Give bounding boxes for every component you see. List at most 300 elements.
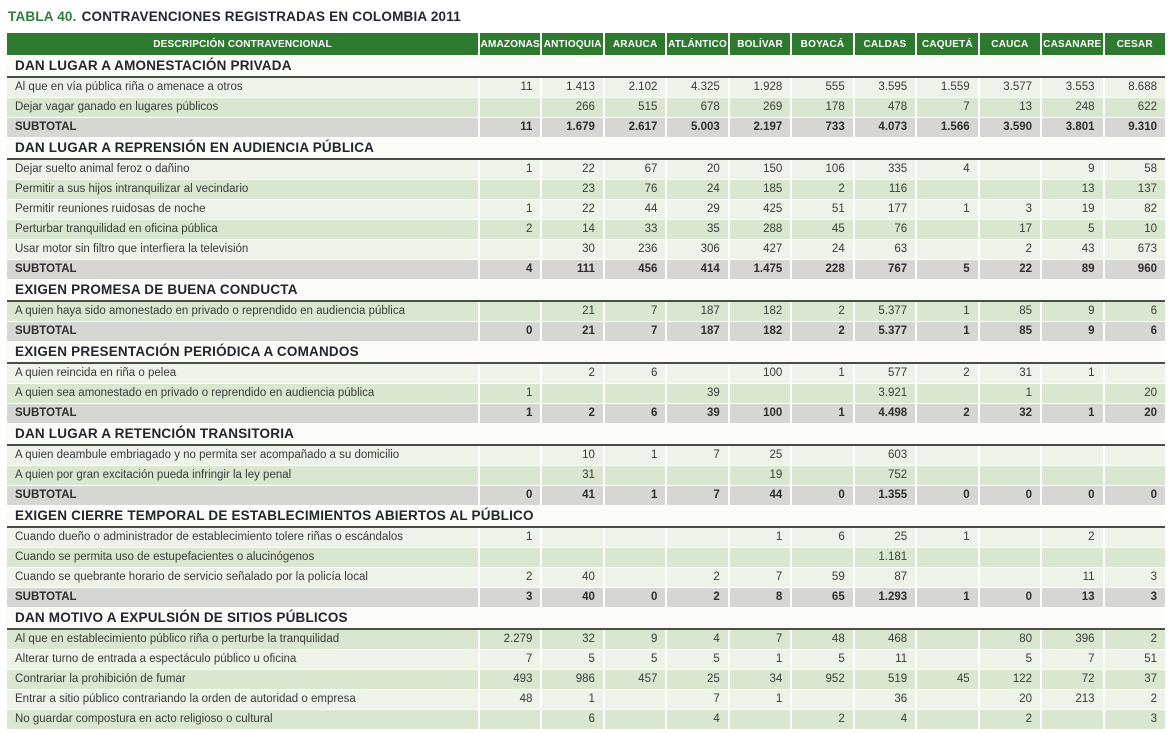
row-value: 177 <box>855 200 917 220</box>
row-value: 3.577 <box>980 78 1042 98</box>
subtotal-row <box>7 118 1165 138</box>
subtotal-value: 40 <box>542 588 604 608</box>
subtotal-value: 5.377 <box>855 322 917 342</box>
subtotal-row <box>7 260 1165 280</box>
subtotal-value: 21 <box>542 322 604 342</box>
subtotal-label: SUBTOTAL <box>7 486 480 506</box>
row-value: 3.595 <box>855 78 917 98</box>
row-value: 82 <box>1105 200 1165 220</box>
row-value: 63 <box>855 240 917 260</box>
row-value: 6 <box>605 364 667 384</box>
row-value <box>480 180 542 200</box>
row-value: 248 <box>1042 98 1104 118</box>
row-value: 150 <box>730 160 792 180</box>
row-value: 1.413 <box>542 78 604 98</box>
row-value: 5.377 <box>855 302 917 322</box>
row-value: 577 <box>855 364 917 384</box>
subtotal-label: SUBTOTAL <box>7 118 480 138</box>
table-title: CONTRAVENCIONES REGISTRADAS EN COLOMBIA 2011 <box>81 9 461 24</box>
row-value: 67 <box>605 160 667 180</box>
section-title: EXIGEN PROMESA DE BUENA CONDUCTA <box>7 280 1165 302</box>
row-value <box>480 466 542 486</box>
table-row <box>7 384 1165 404</box>
subtotal-value: 733 <box>792 118 854 138</box>
row-value <box>480 240 542 260</box>
row-value: 11 <box>1042 568 1104 588</box>
row-value: 8.688 <box>1105 78 1165 98</box>
row-value: 59 <box>792 568 854 588</box>
row-description: Usar motor sin filtro que interfiera la televisión <box>7 240 480 260</box>
row-value: 515 <box>605 98 667 118</box>
subtotal-value: 1 <box>605 486 667 506</box>
subtotal-value: 7 <box>667 486 729 506</box>
row-value: 2 <box>480 220 542 240</box>
row-description: Al que en vía pública riña o amenace a otros <box>7 78 480 98</box>
row-description: Cuando se quebrante horario de servicio señalado por la policía local <box>7 568 480 588</box>
row-value <box>792 548 854 568</box>
row-value: 4 <box>917 160 979 180</box>
row-value <box>480 302 542 322</box>
table-row <box>7 690 1165 710</box>
row-value: 1 <box>917 200 979 220</box>
row-value: 457 <box>605 670 667 690</box>
row-value: 72 <box>1042 670 1104 690</box>
subtotal-value: 6 <box>1105 322 1165 342</box>
row-value: 1 <box>480 160 542 180</box>
section-title: DAN LUGAR A REPRENSIÓN EN AUDIENCIA PÚBLICA <box>7 138 1165 160</box>
table-row <box>7 548 1165 568</box>
table-row <box>7 446 1165 466</box>
row-value <box>1042 466 1104 486</box>
row-value: 3.921 <box>855 384 917 404</box>
subtotal-value: 13 <box>1042 588 1104 608</box>
row-value: 1 <box>480 528 542 548</box>
row-value: 555 <box>792 78 854 98</box>
row-value <box>480 446 542 466</box>
table-row <box>7 180 1165 200</box>
row-value: 4.325 <box>667 78 729 98</box>
row-value: 1.928 <box>730 78 792 98</box>
subtotal-value: 456 <box>605 260 667 280</box>
row-value: 11 <box>855 650 917 670</box>
row-value: 106 <box>792 160 854 180</box>
column-header-cauca: CAUCA <box>980 33 1042 56</box>
subtotal-value: 1 <box>917 588 979 608</box>
row-value: 1 <box>917 528 979 548</box>
row-value: 7 <box>730 630 792 650</box>
subtotal-value: 187 <box>667 322 729 342</box>
row-value: 43 <box>1042 240 1104 260</box>
subtotal-value: 100 <box>730 404 792 424</box>
row-description: Permitir a sus hijos intranquilizar al vecindario <box>7 180 480 200</box>
row-value: 3 <box>1105 568 1165 588</box>
row-value: 30 <box>542 240 604 260</box>
row-value: 51 <box>792 200 854 220</box>
subtotal-value: 5 <box>917 260 979 280</box>
row-value: 425 <box>730 200 792 220</box>
row-value <box>667 364 729 384</box>
row-value <box>792 466 854 486</box>
section-header-row <box>7 608 1165 630</box>
row-value: 2.102 <box>605 78 667 98</box>
row-value <box>980 548 1042 568</box>
subtotal-value: 11 <box>480 118 542 138</box>
row-description: Permitir reuniones ruidosas de noche <box>7 200 480 220</box>
row-value: 36 <box>855 690 917 710</box>
section-title: EXIGEN CIERRE TEMPORAL DE ESTABLECIMIENTOS ABIERTOS AL PÚBLICO <box>7 506 1165 528</box>
row-value <box>917 568 979 588</box>
row-value: 1 <box>792 364 854 384</box>
row-value: 13 <box>1042 180 1104 200</box>
row-description: A quien haya sido amonestado en privado o reprendido en audiencia pública <box>7 302 480 322</box>
subtotal-value: 1.566 <box>917 118 979 138</box>
row-value: 2 <box>1105 630 1165 650</box>
section-title: DAN LUGAR A AMONESTACIÓN PRIVADA <box>7 56 1165 78</box>
row-value: 427 <box>730 240 792 260</box>
row-value <box>917 220 979 240</box>
subtotal-row <box>7 322 1165 342</box>
row-value: 7 <box>605 302 667 322</box>
row-value: 37 <box>1105 670 1165 690</box>
row-value: 2 <box>792 710 854 730</box>
row-value: 1 <box>542 690 604 710</box>
subtotal-value: 2 <box>667 588 729 608</box>
subtotal-value: 0 <box>480 486 542 506</box>
column-header-atlántico: ATLÁNTICO <box>667 33 729 56</box>
subtotal-value: 0 <box>980 588 1042 608</box>
subtotal-value: 8 <box>730 588 792 608</box>
row-value: 288 <box>730 220 792 240</box>
subtotal-value: 2 <box>542 404 604 424</box>
row-value: 32 <box>542 630 604 650</box>
row-value: 24 <box>792 240 854 260</box>
row-value: 2 <box>542 364 604 384</box>
row-value <box>542 528 604 548</box>
row-value <box>542 384 604 404</box>
column-header-cesar: CESAR <box>1105 33 1165 56</box>
row-value: 182 <box>730 302 792 322</box>
row-value: 80 <box>980 630 1042 650</box>
row-value: 2 <box>980 710 1042 730</box>
row-value: 1.559 <box>917 78 979 98</box>
row-value: 752 <box>855 466 917 486</box>
subtotal-value: 3.801 <box>1042 118 1104 138</box>
row-value: 29 <box>667 200 729 220</box>
page-title <box>8 9 1165 24</box>
table-row <box>7 670 1165 690</box>
row-description: Dejar vagar ganado en lugares públicos <box>7 98 480 118</box>
row-value: 85 <box>980 302 1042 322</box>
subtotal-value: 7 <box>605 322 667 342</box>
table-number: TABLA 40. <box>8 9 77 24</box>
row-value: 2.279 <box>480 630 542 650</box>
row-value <box>980 446 1042 466</box>
row-value: 31 <box>980 364 1042 384</box>
row-value <box>605 466 667 486</box>
subtotal-row <box>7 588 1165 608</box>
row-value: 23 <box>542 180 604 200</box>
row-value: 87 <box>855 568 917 588</box>
row-description: A quien sea amonestado en privado o reprendido en audiencia pública <box>7 384 480 404</box>
row-value: 10 <box>542 446 604 466</box>
row-value: 7 <box>1042 650 1104 670</box>
row-value <box>480 548 542 568</box>
row-value: 603 <box>855 446 917 466</box>
row-value: 1 <box>980 384 1042 404</box>
row-value: 58 <box>1105 160 1165 180</box>
subtotal-value: 1 <box>917 322 979 342</box>
column-header-amazonas: AMAZONAS <box>480 33 542 56</box>
row-value: 6 <box>1105 302 1165 322</box>
row-value: 1 <box>480 200 542 220</box>
table-row <box>7 364 1165 384</box>
row-value <box>605 568 667 588</box>
subtotal-value: 9.310 <box>1105 118 1165 138</box>
table-row <box>7 200 1165 220</box>
subtotal-value: 1 <box>792 404 854 424</box>
row-value: 13 <box>980 98 1042 118</box>
table-row <box>7 650 1165 670</box>
subtotal-value: 4.498 <box>855 404 917 424</box>
subtotal-value: 111 <box>542 260 604 280</box>
table-row <box>7 528 1165 548</box>
section-title: DAN MOTIVO A EXPULSIÓN DE SITIOS PÚBLICOS <box>7 608 1165 630</box>
row-value: 51 <box>1105 650 1165 670</box>
row-value: 76 <box>605 180 667 200</box>
subtotal-value: 20 <box>1105 404 1165 424</box>
subtotal-value: 2.197 <box>730 118 792 138</box>
row-value: 5 <box>980 650 1042 670</box>
row-value: 20 <box>1105 384 1165 404</box>
row-value: 7 <box>667 690 729 710</box>
row-value: 76 <box>855 220 917 240</box>
table-row <box>7 568 1165 588</box>
subtotal-value: 0 <box>980 486 1042 506</box>
row-value <box>1042 710 1104 730</box>
row-value: 4 <box>855 710 917 730</box>
row-value: 2 <box>917 364 979 384</box>
row-value: 468 <box>855 630 917 650</box>
section-title: DAN LUGAR A RETENCIÓN TRANSITORIA <box>7 424 1165 446</box>
row-value: 22 <box>542 160 604 180</box>
row-value: 493 <box>480 670 542 690</box>
subtotal-value: 5.003 <box>667 118 729 138</box>
subtotal-value: 9 <box>1042 322 1104 342</box>
row-value: 35 <box>667 220 729 240</box>
row-value <box>605 710 667 730</box>
row-value: 14 <box>542 220 604 240</box>
subtotal-label: SUBTOTAL <box>7 322 480 342</box>
row-value: 17 <box>980 220 1042 240</box>
column-header-boyacá: BOYACÁ <box>792 33 854 56</box>
row-value <box>667 466 729 486</box>
table-row <box>7 78 1165 98</box>
row-value: 25 <box>667 670 729 690</box>
row-value: 5 <box>792 650 854 670</box>
row-value <box>730 710 792 730</box>
row-value <box>1105 446 1165 466</box>
table-row <box>7 98 1165 118</box>
row-value: 986 <box>542 670 604 690</box>
row-value: 2 <box>792 180 854 200</box>
table-row <box>7 630 1165 650</box>
subtotal-value: 3 <box>1105 588 1165 608</box>
subtotal-label: SUBTOTAL <box>7 404 480 424</box>
subtotal-value: 1.293 <box>855 588 917 608</box>
column-header-casanare: CASANARE <box>1042 33 1104 56</box>
row-value: 3 <box>1105 710 1165 730</box>
row-value: 5 <box>1042 220 1104 240</box>
row-value: 22 <box>542 200 604 220</box>
subtotal-value: 0 <box>480 322 542 342</box>
subtotal-value: 6 <box>605 404 667 424</box>
row-value: 1 <box>730 650 792 670</box>
row-value: 25 <box>730 446 792 466</box>
row-value <box>1105 548 1165 568</box>
subtotal-value: 1.355 <box>855 486 917 506</box>
row-description: Perturbar tranquilidad en oficina pública <box>7 220 480 240</box>
row-value: 122 <box>980 670 1042 690</box>
row-value: 678 <box>667 98 729 118</box>
row-value: 19 <box>730 466 792 486</box>
section-header-row <box>7 138 1165 160</box>
row-value <box>1105 364 1165 384</box>
column-header-arauca: ARAUCA <box>605 33 667 56</box>
section-header-row <box>7 280 1165 302</box>
column-header-bolívar: BOLÍVAR <box>730 33 792 56</box>
row-value <box>792 446 854 466</box>
subtotal-value: 414 <box>667 260 729 280</box>
row-description: No guardar compostura en acto religioso o cultural <box>7 710 480 730</box>
row-value: 5 <box>605 650 667 670</box>
row-value: 6 <box>792 528 854 548</box>
row-value <box>980 528 1042 548</box>
subtotal-label: SUBTOTAL <box>7 260 480 280</box>
row-value <box>542 548 604 568</box>
column-header-description: DESCRIPCIÓN CONTRAVENCIONAL <box>7 33 480 56</box>
row-value <box>917 466 979 486</box>
row-value: 952 <box>792 670 854 690</box>
subtotal-value: 1.679 <box>542 118 604 138</box>
section-title: EXIGEN PRESENTACIÓN PERIÓDICA A COMANDOS <box>7 342 1165 364</box>
section-header-row <box>7 424 1165 446</box>
subtotal-value: 228 <box>792 260 854 280</box>
row-value <box>980 180 1042 200</box>
row-value: 1.181 <box>855 548 917 568</box>
subtotal-value: 89 <box>1042 260 1104 280</box>
row-value: 10 <box>1105 220 1165 240</box>
subtotal-value: 1 <box>480 404 542 424</box>
row-value: 1 <box>480 384 542 404</box>
subtotal-value: 0 <box>792 486 854 506</box>
section-header-row <box>7 506 1165 528</box>
row-value <box>480 710 542 730</box>
row-description: A quien por gran excitación pueda infringir la ley penal <box>7 466 480 486</box>
row-value <box>980 568 1042 588</box>
row-value: 45 <box>792 220 854 240</box>
row-value: 4 <box>667 710 729 730</box>
row-description: A quien deambule embriagado y no permita ser acompañado a su domicilio <box>7 446 480 466</box>
row-value: 5 <box>667 650 729 670</box>
row-value <box>605 384 667 404</box>
row-value <box>480 98 542 118</box>
row-value: 48 <box>792 630 854 650</box>
row-value: 3 <box>980 200 1042 220</box>
subtotal-row <box>7 404 1165 424</box>
row-value <box>917 446 979 466</box>
row-description: Cuando dueño o administrador de establecimiento tolere riñas o escándalos <box>7 528 480 548</box>
row-value <box>730 548 792 568</box>
subtotal-value: 0 <box>917 486 979 506</box>
subtotal-value: 1 <box>1042 404 1104 424</box>
subtotal-value: 960 <box>1105 260 1165 280</box>
row-value: 19 <box>1042 200 1104 220</box>
row-value: 269 <box>730 98 792 118</box>
row-value: 20 <box>980 690 1042 710</box>
row-value <box>917 548 979 568</box>
row-value: 1 <box>730 690 792 710</box>
row-value <box>917 710 979 730</box>
row-description: Entrar a sitio público contrariando la orden de autoridad o empresa <box>7 690 480 710</box>
row-value <box>917 384 979 404</box>
row-value: 21 <box>542 302 604 322</box>
row-value <box>1042 446 1104 466</box>
row-value: 622 <box>1105 98 1165 118</box>
row-value: 1 <box>917 302 979 322</box>
row-description: Contrariar la prohibición de fumar <box>7 670 480 690</box>
table-row <box>7 466 1165 486</box>
row-value: 2 <box>1042 528 1104 548</box>
row-value: 116 <box>855 180 917 200</box>
row-value: 478 <box>855 98 917 118</box>
row-value: 266 <box>542 98 604 118</box>
subtotal-value: 32 <box>980 404 1042 424</box>
row-value: 2 <box>480 568 542 588</box>
subtotal-value: 4.073 <box>855 118 917 138</box>
row-value <box>917 630 979 650</box>
row-value <box>792 384 854 404</box>
row-description: Alterar turno de entrada a espectáculo público u oficina <box>7 650 480 670</box>
row-value: 7 <box>730 568 792 588</box>
row-value: 25 <box>855 528 917 548</box>
row-value <box>1042 548 1104 568</box>
row-value <box>980 160 1042 180</box>
row-value: 39 <box>667 384 729 404</box>
subtotal-value: 3.590 <box>980 118 1042 138</box>
row-value: 2 <box>792 302 854 322</box>
row-value <box>917 240 979 260</box>
row-value: 7 <box>917 98 979 118</box>
row-value: 9 <box>1042 160 1104 180</box>
row-value <box>1105 466 1165 486</box>
row-value <box>1042 384 1104 404</box>
subtotal-value: 39 <box>667 404 729 424</box>
row-value: 1 <box>605 446 667 466</box>
table-row <box>7 302 1165 322</box>
row-value: 7 <box>667 446 729 466</box>
subtotal-value: 2.617 <box>605 118 667 138</box>
row-value: 7 <box>480 650 542 670</box>
subtotal-value: 85 <box>980 322 1042 342</box>
subtotal-value: 41 <box>542 486 604 506</box>
row-value: 1 <box>1042 364 1104 384</box>
subtotal-value: 2 <box>917 404 979 424</box>
subtotal-value: 65 <box>792 588 854 608</box>
row-description: Cuando se permita uso de estupefacientes o alucinógenos <box>7 548 480 568</box>
row-value <box>917 180 979 200</box>
row-value: 519 <box>855 670 917 690</box>
row-value: 335 <box>855 160 917 180</box>
